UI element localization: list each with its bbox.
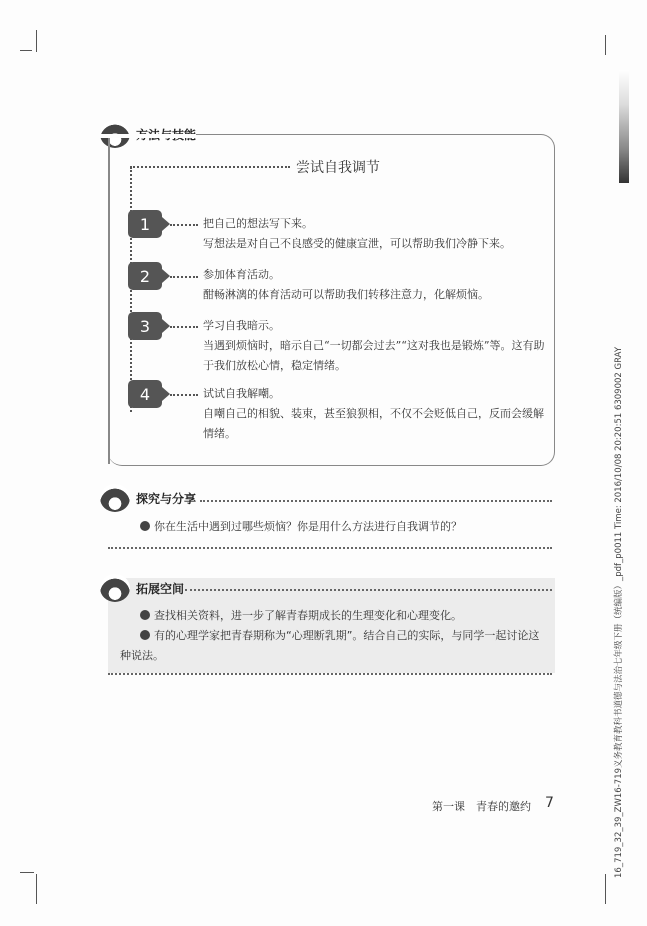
dotted-connector (170, 326, 198, 328)
print-metadata: 16_719_32_39_ZW16-719义务教育教科书道德与法治七年级下册（统编版）_pdf_p0011 Time: 2016/10/08 20:20:51 6309002 GRAY (614, 346, 624, 878)
extension-item: 有的心理学家把青春期称为“心理断乳期”。结合自己的实际，与同学一起讨论这种说法。 (120, 629, 540, 662)
extension-item: 查找相关资料，进一步了解青春期成长的生理变化和心理变化。 (120, 606, 540, 626)
crop-mark (20, 50, 32, 51)
extension-icon (100, 574, 130, 602)
dotted-connector (170, 276, 198, 278)
section-header-extension (100, 574, 184, 602)
step-item (203, 316, 548, 376)
crop-mark (605, 874, 606, 904)
section-heading: 探究与分享 (136, 491, 197, 506)
step-number: 4 (128, 380, 162, 408)
dotted-connector (130, 166, 290, 168)
step-body: 写想法是对自己不良感受的健康宣泄，可以帮助我们冷静下来。 (203, 237, 511, 250)
step-item (203, 214, 548, 254)
crop-mark (20, 872, 34, 873)
step-item (203, 265, 548, 305)
dotted-connector (170, 224, 198, 226)
step-number: 2 (128, 262, 162, 290)
dotted-connector (170, 394, 198, 396)
color-calibration-bar (619, 70, 629, 183)
step-body: 酣畅淋漓的体育活动可以帮助我们转移注意力，化解烦恼。 (203, 288, 489, 301)
crop-mark (36, 30, 37, 52)
box-title: 尝试自我调节 (296, 160, 380, 176)
step-title: 试试自我解嘲。 (203, 387, 280, 400)
dotted-divider (108, 673, 552, 675)
page-number: 7 (545, 795, 554, 811)
lesson-title: 第一课 青春的邀约 (432, 800, 531, 813)
bullet-icon (140, 630, 150, 640)
step-item (203, 384, 548, 444)
question: 你在生活中遇到过哪些烦恼？你是用什么方法进行自我调节的？ (140, 517, 550, 537)
crop-mark (605, 35, 606, 55)
step-body: 自嘲自己的相貌、装束，甚至狼狈相，不仅不会贬低自己，反而会缓解情绪。 (203, 407, 544, 440)
crop-mark (36, 874, 37, 904)
step-title: 学习自我暗示。 (203, 319, 280, 332)
dotted-divider (200, 500, 552, 502)
section-header-explore (100, 484, 196, 512)
bullet-icon (140, 610, 150, 620)
step-title: 把自己的想法写下来。 (203, 217, 313, 230)
step-body: 当遇到烦恼时，暗示自己“一切都会过去”“这对我也是锻炼”等。这有助于我们放松心情，稳定情绪。 (203, 339, 545, 372)
step-number: 1 (128, 210, 162, 238)
dotted-divider (185, 589, 552, 591)
dotted-divider (108, 547, 552, 549)
step-number: 3 (128, 312, 162, 340)
section-heading: 拓展空间 (136, 581, 185, 596)
explore-icon (100, 484, 130, 512)
bullet-icon (140, 521, 150, 531)
step-title: 参加体育活动。 (203, 268, 280, 281)
